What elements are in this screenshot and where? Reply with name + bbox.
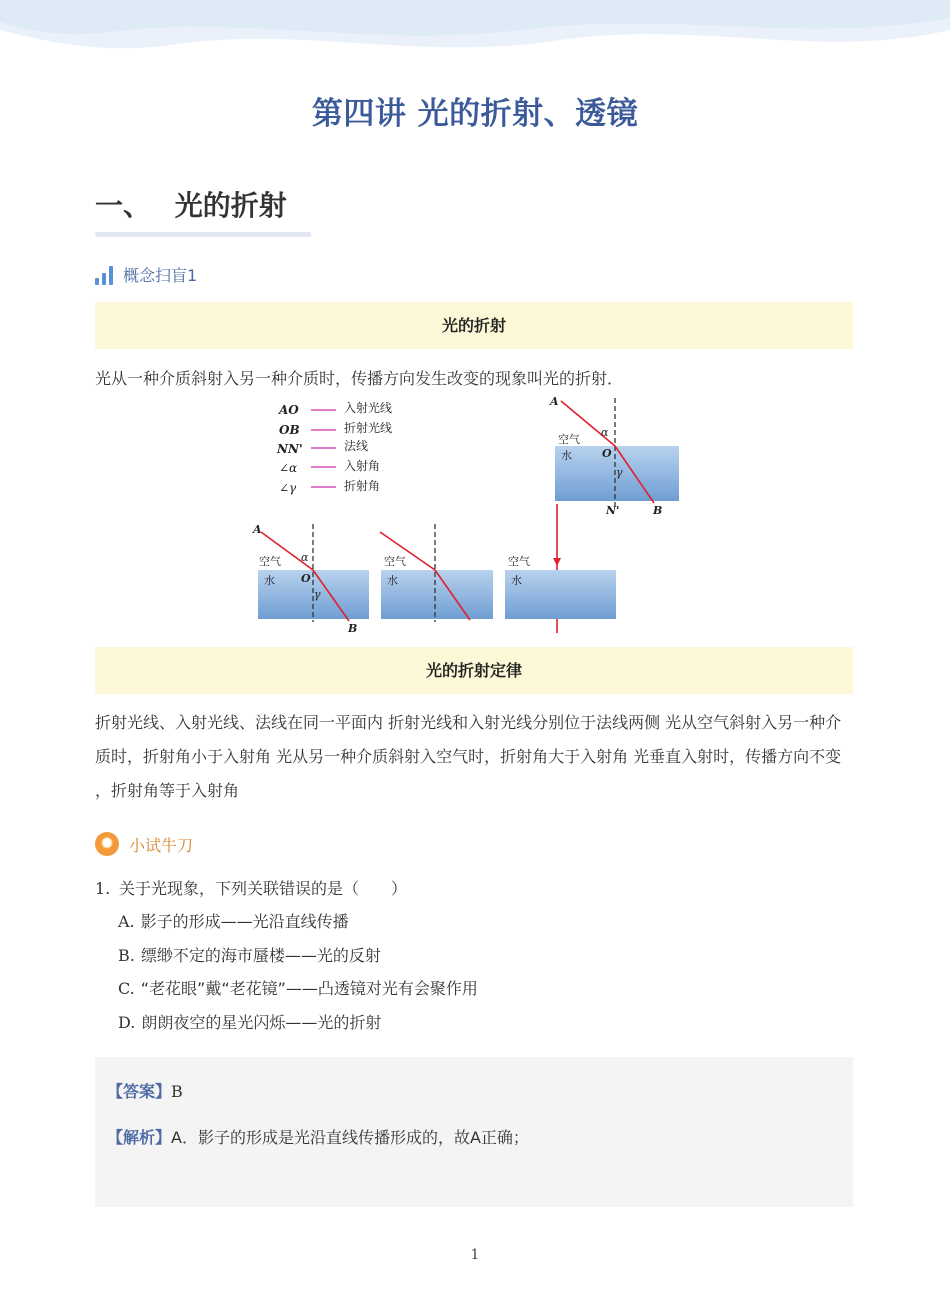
point-b-label: B (653, 504, 663, 517)
panel-bottom-left (252, 523, 369, 635)
gamma-label: γ (314, 588, 321, 601)
refraction-heading-band: 光的折射 (95, 302, 853, 349)
legend-symbol: NN' (277, 442, 303, 456)
point-o-label: O (301, 572, 311, 585)
panel-bottom-right (505, 554, 616, 619)
legend-symbol: OB (279, 423, 300, 437)
section-underline (95, 232, 311, 237)
legend-meaning: 入射角 (344, 459, 381, 473)
air-label: 空气 (558, 433, 580, 446)
option-b (95, 939, 478, 973)
practice-tag-label: 小试牛刀 (129, 835, 194, 855)
legend-row-gamma (279, 478, 380, 495)
water-label: 水 (387, 574, 398, 587)
refraction-law-heading-band: 光的折射定律 (95, 647, 853, 694)
water-label: 水 (561, 449, 572, 462)
point-a-label: A (253, 523, 262, 536)
legend-row-nn (276, 438, 368, 456)
section-heading (95, 184, 287, 224)
point-n-prime-label: N' (606, 504, 620, 517)
option-letter: D. (118, 1012, 136, 1032)
answer-label: 【答案】 (107, 1082, 172, 1101)
refraction-definition: 光从一种介质斜射入另一种介质时，传播方向发生改变的现象叫光的折射． (95, 369, 624, 388)
question-stem (95, 872, 478, 905)
legend-meaning: 入射光线 (344, 401, 393, 415)
air-label: 空气 (384, 555, 406, 568)
page-number: 1 (470, 1247, 480, 1263)
legend-symbol: AO (279, 403, 299, 417)
option-a (95, 905, 478, 939)
option-text: 影子的形成——光沿直线传播 (140, 912, 349, 931)
air-label: 空气 (259, 555, 281, 568)
lightbulb-icon (95, 832, 119, 856)
analysis-label: 【解析】 (107, 1128, 172, 1147)
point-b-label: B (348, 622, 358, 635)
point-o-label: O (602, 447, 612, 460)
option-text: 朗朗夜空的星光闪烁——光的折射 (141, 1012, 382, 1032)
legend-symbol: ∠γ (279, 481, 297, 495)
section-title: 光的折射 (174, 189, 287, 222)
legend-row-alpha (279, 459, 380, 475)
gamma-label: γ (616, 466, 623, 479)
question-1 (95, 872, 478, 1039)
legend-meaning: 法线 (344, 439, 369, 453)
answer-box (95, 1057, 853, 1207)
water-label: 水 (264, 574, 275, 587)
option-d (95, 1006, 478, 1040)
question-number: 1. (95, 879, 111, 898)
water-label: 水 (511, 574, 522, 587)
answer-value: B (171, 1082, 183, 1101)
legend-row-ob (279, 420, 392, 437)
document-title: 第四讲 光的折射、透镜 (311, 96, 639, 132)
option-c (95, 972, 478, 1006)
option-letter: C. (118, 979, 135, 998)
section-number: 一、 (95, 189, 152, 222)
option-text: “老花眼”戴“老花镜”——凸透镜对光有会聚作用 (140, 979, 478, 998)
figure-legend (276, 400, 392, 495)
legend-meaning: 折射角 (344, 479, 381, 493)
bar-chart-icon (95, 265, 113, 285)
refraction-law-text: 折射光线、入射光线、法线在同一平面内 折射光线和入射光线分别位于法线两侧 光从空气斜射入另一种介质时，折射角小于入射角 光从另一种介质斜射入空气时，折射角大于入射角 光垂直入射时，传播方向不变 ，折射角等于入射角 (95, 713, 842, 800)
option-text: 缥缈不定的海市蜃楼——光的反射 (140, 945, 381, 965)
concept-tag-label: 概念扫盲1 (123, 266, 198, 285)
air-label: 空气 (508, 555, 530, 568)
refraction-diagram (248, 392, 688, 637)
point-a-label: A (550, 395, 559, 408)
practice-tag (95, 832, 193, 856)
concept-tag (95, 263, 197, 286)
panel-top-right (549, 395, 679, 517)
option-letter: B. (118, 945, 135, 965)
analysis-text: A．影子的形成是光沿直线传播形成的，故A正确； (171, 1128, 529, 1147)
question-text: 关于光现象，下列关联错误的是（ ） (119, 879, 408, 898)
alpha-label: α (601, 426, 609, 439)
option-letter: A. (118, 912, 135, 931)
answer-line (107, 1079, 183, 1102)
legend-symbol: ∠α (279, 461, 298, 475)
vertical-ray-arrow (553, 558, 561, 566)
legend-meaning: 折射光线 (344, 421, 393, 435)
alpha-label: α (301, 551, 309, 564)
analysis-line (107, 1125, 529, 1148)
panel-bottom-middle (380, 524, 493, 622)
legend-row-ao (278, 400, 392, 417)
header-wave-decoration (0, 0, 950, 70)
